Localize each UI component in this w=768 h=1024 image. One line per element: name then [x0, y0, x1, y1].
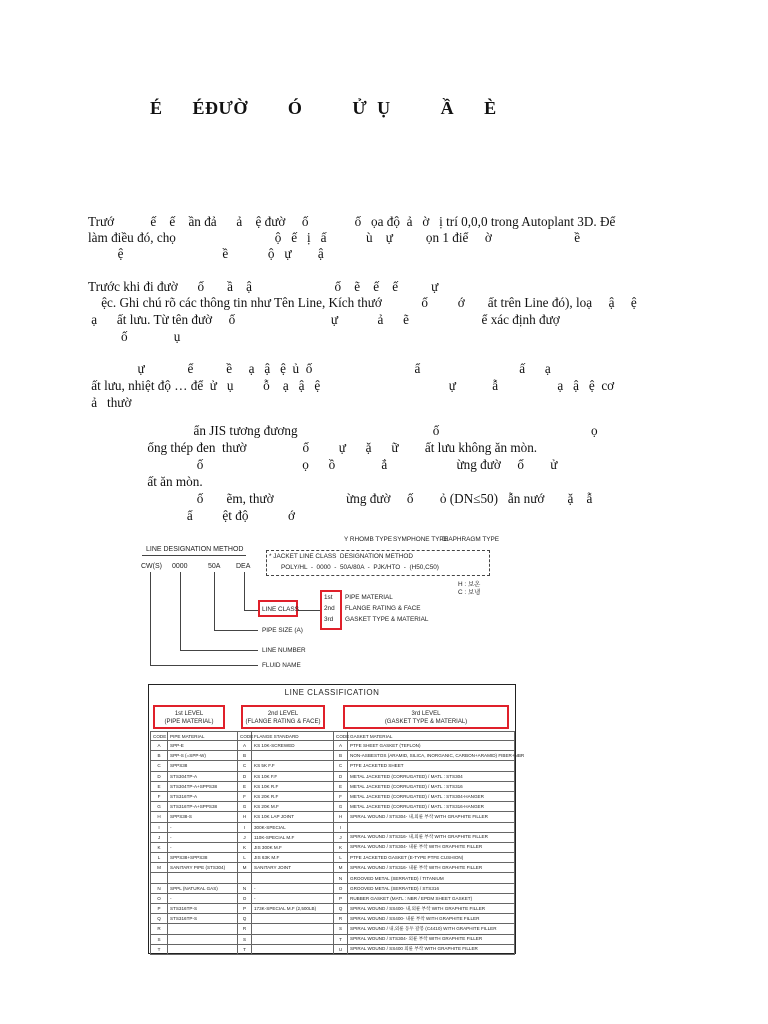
table-row	[151, 822, 515, 832]
cell-code: M	[238, 863, 252, 873]
valve-type-label: Y RHOMB TYPE	[344, 536, 393, 543]
paragraph-line: Trước khi đi đườ ố ầ ậ ố ẽ ế ế ự	[88, 279, 439, 294]
level-1-number: 1st	[324, 594, 333, 601]
level-2-number: 2nd	[324, 605, 335, 612]
table-row	[151, 832, 515, 842]
cell-code: Q	[238, 914, 252, 924]
valve-type-label: DIAPHRAGM TYPE	[442, 536, 500, 543]
cell-code: B	[151, 751, 168, 761]
cell-pipe-material	[168, 873, 238, 883]
cell-code: P	[334, 893, 348, 903]
cell-gasket-material: PTFE JACKETED SHEET	[348, 761, 515, 771]
cell-code: P	[151, 904, 168, 914]
level-1-text: PIPE MATERIAL	[345, 594, 393, 601]
table-row	[151, 802, 515, 812]
cell-code: I	[334, 822, 348, 832]
table-row	[151, 893, 515, 903]
cell-pipe-material: STS316TP-S	[168, 904, 238, 914]
cell-code: M	[334, 863, 348, 873]
line-number-label: LINE NUMBER	[262, 647, 306, 654]
table-row	[151, 904, 515, 914]
cell-code: F	[334, 791, 348, 801]
header-flange-standard: FLANGE STANDARD	[252, 732, 334, 741]
leader-fluid	[150, 572, 151, 665]
cell-code: N	[151, 883, 168, 893]
leader-pipe-size	[214, 572, 215, 630]
cell-pipe-material: STS304TP-A+SPPS38	[168, 781, 238, 791]
line-classification-figure	[148, 684, 525, 954]
cell-code: S	[151, 934, 168, 944]
cell-flange-standard: 110K-SPECIAL M.F	[252, 832, 334, 842]
table-row	[151, 771, 515, 781]
cell-gasket-material: GROOVED METAL (SERRATED) / TITANIUM	[348, 873, 515, 883]
cell-code: R	[334, 914, 348, 924]
cell-code: H	[334, 812, 348, 822]
cell-pipe-material: SPPS38-S	[168, 812, 238, 822]
leader-line-class	[244, 572, 245, 610]
leader-pipe-size	[214, 630, 258, 631]
code-line-class: DEA	[236, 563, 251, 570]
paragraph-line: ống thép đen thườ ố ự ặ ữ ất lưu không ăn mòn.	[88, 440, 538, 455]
cell-code: T	[334, 934, 348, 944]
cell-gasket-material: METAL JACKETED (CORRUGATED) / MATL : STS316	[348, 781, 515, 791]
table-row	[151, 934, 515, 944]
level-3-title: 3rd LEVEL	[411, 711, 441, 717]
cell-code: G	[151, 802, 168, 812]
level-3-box	[343, 705, 509, 729]
cell-flange-standard: 173K-SPECIAL M.F (2,500LB)	[252, 904, 334, 914]
code-fluid: CW(S)	[141, 563, 162, 570]
table-row	[151, 853, 515, 863]
cell-code: G	[334, 802, 348, 812]
code-pipe-size: 50A	[208, 563, 221, 570]
level-1-title: 1st LEVEL	[174, 711, 204, 717]
classification-table	[150, 731, 525, 955]
cell-code: L	[151, 853, 168, 863]
cell-flange-standard: KS 20K M.F	[252, 802, 334, 812]
cell-flange-standard	[252, 934, 334, 944]
cell-gasket-material: SPIRAL WOUND / SS400- 내륜 부착 WITH GRAPHITE FILLER	[348, 914, 515, 924]
cell-code: K	[334, 842, 348, 852]
cell-flange-standard: KS 10K-SCREWED	[252, 741, 334, 751]
cell-code: Q	[334, 904, 348, 914]
cell-code: O	[238, 893, 252, 903]
leader-class-levels	[298, 610, 320, 611]
cell-gasket-material: PTFE SHEET GASKET (TEFLON)	[348, 741, 515, 751]
leader-line-number	[180, 650, 258, 651]
classification-title: LINE CLASSIFICATION	[284, 688, 380, 697]
cell-code: N	[238, 883, 252, 893]
cell-pipe-material: STS316TP-A+SPPS38	[168, 802, 238, 812]
paragraph-line: ất lưu, nhiệt độ … để ử ụ ỗ ạ ậ ệ ự ẫ ạ ậ ệ cơ	[88, 378, 615, 393]
cell-pipe-material: SPPS38+SPPS38	[168, 853, 238, 863]
cell-code: F	[238, 791, 252, 801]
level-3-number: 3rd	[324, 616, 334, 623]
cell-code: K	[151, 842, 168, 852]
cell-gasket-material: SPIRAL WOUND / STS316- 내륜 부착 WITH GRAPHITE FILLER	[348, 863, 515, 873]
cell-gasket-material: SPIRAL WOUND / SS400- 내,외륜 부착 WITH GRAPHITE FILLER	[348, 904, 515, 914]
cell-code: T	[151, 944, 168, 954]
document-title: É ÉĐƯỜ Ó Ử Ụ Ầ È	[150, 98, 497, 118]
cell-flange-standard	[252, 751, 334, 761]
table-row	[151, 883, 515, 893]
cell-code: Q	[151, 914, 168, 924]
cell-gasket-material: SPIRAL WOUND / 내,외륜 동두 갈봉 (C4410) WITH GRAPHITE FILLER	[348, 924, 515, 934]
title-underline	[142, 555, 246, 556]
cell-pipe-material: -	[168, 822, 238, 832]
cell-flange-standard: KS 10K R.F	[252, 781, 334, 791]
table-row	[151, 812, 515, 822]
cell-flange-standard: KS 10K LAP JOINT	[252, 812, 334, 822]
cell-flange-standard	[252, 944, 334, 954]
level-2-box	[241, 705, 325, 729]
jacket-line: POLY/HL - 0000 - 50A/80A - PJK/HTO - (H50,C50)	[281, 564, 439, 571]
cell-code: G	[238, 802, 252, 812]
paragraph-line: ự ể ề ạ ậ ệ ủ ố ẩ ấ ạ	[88, 361, 551, 376]
cell-code: B	[238, 751, 252, 761]
cell-code: I	[238, 822, 252, 832]
level-2-text: FLANGE RATING & FACE	[345, 605, 421, 612]
cell-pipe-material: SPP-E	[168, 741, 238, 751]
table-header-row	[151, 732, 515, 741]
cell-code: D	[334, 771, 348, 781]
table-row	[151, 863, 515, 873]
cell-code: R	[238, 924, 252, 934]
cell-gasket-material: SPIRAL WOUND / STS304- 내,외륜 부착 WITH GRAPHITE FILLER	[348, 812, 515, 822]
cell-code: U	[334, 944, 348, 954]
cell-code: A	[151, 741, 168, 751]
cell-gasket-material: METAL JACKETED (CORRUGATED) / MATL : STS304	[348, 771, 515, 781]
paragraph-line: ệ ề ộ ự ậ	[88, 246, 324, 261]
cell-flange-standard: JIS 63K M.F	[252, 853, 334, 863]
cell-pipe-material: -	[168, 842, 238, 852]
cell-flange-standard: SANITARY JOINT	[252, 863, 334, 873]
level-1-subtitle: (PIPE MATERIAL)	[164, 719, 214, 725]
table-row	[151, 842, 515, 852]
leader-line-number	[180, 572, 181, 650]
level-2-title: 2nd LEVEL	[267, 711, 299, 717]
paragraph-line: Trướ ế ế ần đả ả ệ đườ ố ố ọa độ ả ờ ị trí 0,0,0 trong Autoplant 3D. Để	[88, 214, 616, 229]
cell-code: S	[334, 924, 348, 934]
cell-gasket-material: PTFE JACKETED GASKET (E-TYPE PTFE CUSHION)	[348, 853, 515, 863]
cell-code: H	[238, 812, 252, 822]
cell-code: C	[151, 761, 168, 771]
table-row	[151, 761, 515, 771]
paragraph-line: ẩn JIS tương đương ố ọ	[88, 423, 598, 438]
header-code: CODE	[151, 732, 168, 741]
cell-pipe-material: STS316TP-S	[168, 914, 238, 924]
cell-code: E	[151, 781, 168, 791]
method-title: LINE DESIGNATION METHOD	[146, 546, 244, 553]
line-class-label: LINE CLASS	[262, 606, 299, 613]
cell-flange-standard: KS 5K F.F	[252, 761, 334, 771]
header-code: CODE	[238, 732, 252, 741]
paragraph-line: ả thườ	[88, 395, 132, 410]
cell-gasket-material: SPIRAL WOUND / STS304- 내륜 부착 WITH GRAPHITE FILLER	[348, 842, 515, 852]
cell-flange-standard: 300K-SPECIAL	[252, 822, 334, 832]
paragraph-line: ố ọ ồ ắ ừng đườ ố ử	[88, 457, 558, 472]
header-pipe-material: PIPE MATERIAL	[168, 732, 238, 741]
table-row	[151, 781, 515, 791]
cell-code: S	[238, 934, 252, 944]
cell-pipe-material: STS304TP-A	[168, 771, 238, 781]
paragraph-line: ạ ất lưu. Từ tên đườ ố ự ả ẽ ể xác định đượ	[88, 312, 560, 327]
table-row	[151, 914, 515, 924]
level-3-subtitle: (GASKET TYPE & MATERIAL)	[384, 719, 468, 725]
level-1-box	[153, 705, 225, 729]
paragraph-line: làm điều đó, chọ ộ ế ị ấ ù ự ọn 1 điể ờ ề	[88, 230, 581, 245]
cell-code: N	[334, 873, 348, 883]
cell-gasket-material: SPIRAL WOUND / STS304- 외륜 부착 WITH GRAPHITE FILLER	[348, 934, 515, 944]
cell-code: L	[238, 853, 252, 863]
cell-code: J	[334, 832, 348, 842]
cell-code: T	[238, 944, 252, 954]
table-row	[151, 924, 515, 934]
cell-pipe-material: SANITARY PIPE (STS304)	[168, 863, 238, 873]
header-code: CODE	[334, 732, 348, 741]
leader-line-class	[244, 610, 258, 611]
cell-gasket-material: RUBBER GASKET (MATL : NBR / EPDM SHEET GASKET)	[348, 893, 515, 903]
line-designation-figure	[138, 534, 500, 672]
cell-code: D	[151, 771, 168, 781]
cell-pipe-material	[168, 944, 238, 954]
cell-flange-standard	[252, 924, 334, 934]
cell-code: B	[334, 751, 348, 761]
cell-gasket-material: METAL JACKETED (CORRUGATED) / MATL : STS304-HANGER	[348, 791, 515, 801]
cell-flange-standard	[252, 873, 334, 883]
cell-pipe-material: SPPL (NATURAL GAS)	[168, 883, 238, 893]
cell-code: M	[151, 863, 168, 873]
cell-code: J	[238, 832, 252, 842]
cell-flange-standard	[252, 914, 334, 924]
cell-pipe-material: STS316TP-A	[168, 791, 238, 801]
cell-code: E	[334, 781, 348, 791]
cell-code: H	[151, 812, 168, 822]
cell-gasket-material: GROOVED METAL (SERRATED) / STS316	[348, 883, 515, 893]
cell-flange-standard: -	[252, 883, 334, 893]
cell-code: R	[151, 924, 168, 934]
cell-code	[151, 873, 168, 883]
paragraph-line: ất ăn mòn.	[88, 474, 203, 489]
cell-pipe-material	[168, 934, 238, 944]
table-row	[151, 791, 515, 801]
pipe-size-label: PIPE SIZE (A)	[262, 627, 303, 634]
cell-code: C	[238, 761, 252, 771]
cell-code: O	[151, 893, 168, 903]
cell-code: A	[238, 741, 252, 751]
cell-flange-standard: JIS 300K M.F	[252, 842, 334, 852]
paragraph-line: ố ẽm, thườ ừng đườ ố ỏ (DN≤50) ẫn nướ ặ ẫ	[88, 491, 593, 506]
cell-flange-standard: KS 10K F.F	[252, 771, 334, 781]
cell-code: L	[334, 853, 348, 863]
paragraph-line: ẩ ệt độ ớ	[88, 508, 295, 523]
jacket-title: * JACKET LINE CLASS DESIGNATION METHOD	[269, 553, 413, 560]
cell-code: A	[334, 741, 348, 751]
cell-gasket-material: SPIRAL WOUND / SS400 외륜 부착 WITH GRAPHITE FILLER	[348, 944, 515, 954]
valve-type-label: SYMPHONE TYPE	[393, 536, 448, 543]
table-row	[151, 944, 515, 954]
cell-code: D	[238, 771, 252, 781]
cell-flange-standard: KS 20K R.F	[252, 791, 334, 801]
table-row	[151, 741, 515, 751]
cell-gasket-material: SPIRAL WOUND / STS316- 내,외륜 부착 WITH GRAPHITE FILLER	[348, 832, 515, 842]
cell-code: J	[151, 832, 168, 842]
cell-gasket-material: METAL JACKETED (CORRUGATED) / MATL : STS316-HANGER	[348, 802, 515, 812]
cell-code: F	[151, 791, 168, 801]
header-gasket-material: GASKET MATERIAL	[348, 732, 515, 741]
table-row	[151, 873, 515, 883]
cell-gasket-material: NON-ASBESTOS (ARAMID, SILICA, INORGANIC, CARBON+ARAMID) FIBER+NBR	[348, 751, 515, 761]
paragraph-line: ố ụ	[88, 329, 181, 344]
cell-code	[238, 873, 252, 883]
cell-gasket-material	[348, 822, 515, 832]
cell-code: I	[151, 822, 168, 832]
cell-pipe-material	[168, 924, 238, 934]
cell-pipe-material: SPP-S (=SPP-W)	[168, 751, 238, 761]
cell-code: P	[238, 904, 252, 914]
paragraph-line: ệc. Ghi chú rõ các thông tin như Tên Line, Kích thướ ố ớ ất trên Line đó), loạ ậ ệ	[88, 295, 637, 310]
cell-flange-standard: -	[252, 893, 334, 903]
classification-table-body	[151, 741, 525, 955]
cell-code: O	[334, 883, 348, 893]
fluid-name-label: FLUID NAME	[262, 662, 301, 669]
cell-pipe-material: -	[168, 893, 238, 903]
cell-pipe-material: -	[168, 832, 238, 842]
hot-insulation-note: H : 보온	[458, 581, 481, 588]
code-line-number: 0000	[172, 563, 188, 570]
table-row	[151, 751, 515, 761]
level-2-subtitle: (FLANGE RATING & FACE)	[245, 719, 321, 725]
level-3-text: GASKET TYPE & MATERIAL	[345, 616, 429, 623]
cell-code: K	[238, 842, 252, 852]
cold-insulation-note: C : 보냉	[458, 589, 481, 596]
leader-fluid	[150, 665, 258, 666]
cell-pipe-material: SPPS38	[168, 761, 238, 771]
cell-code: C	[334, 761, 348, 771]
cell-code: E	[238, 781, 252, 791]
